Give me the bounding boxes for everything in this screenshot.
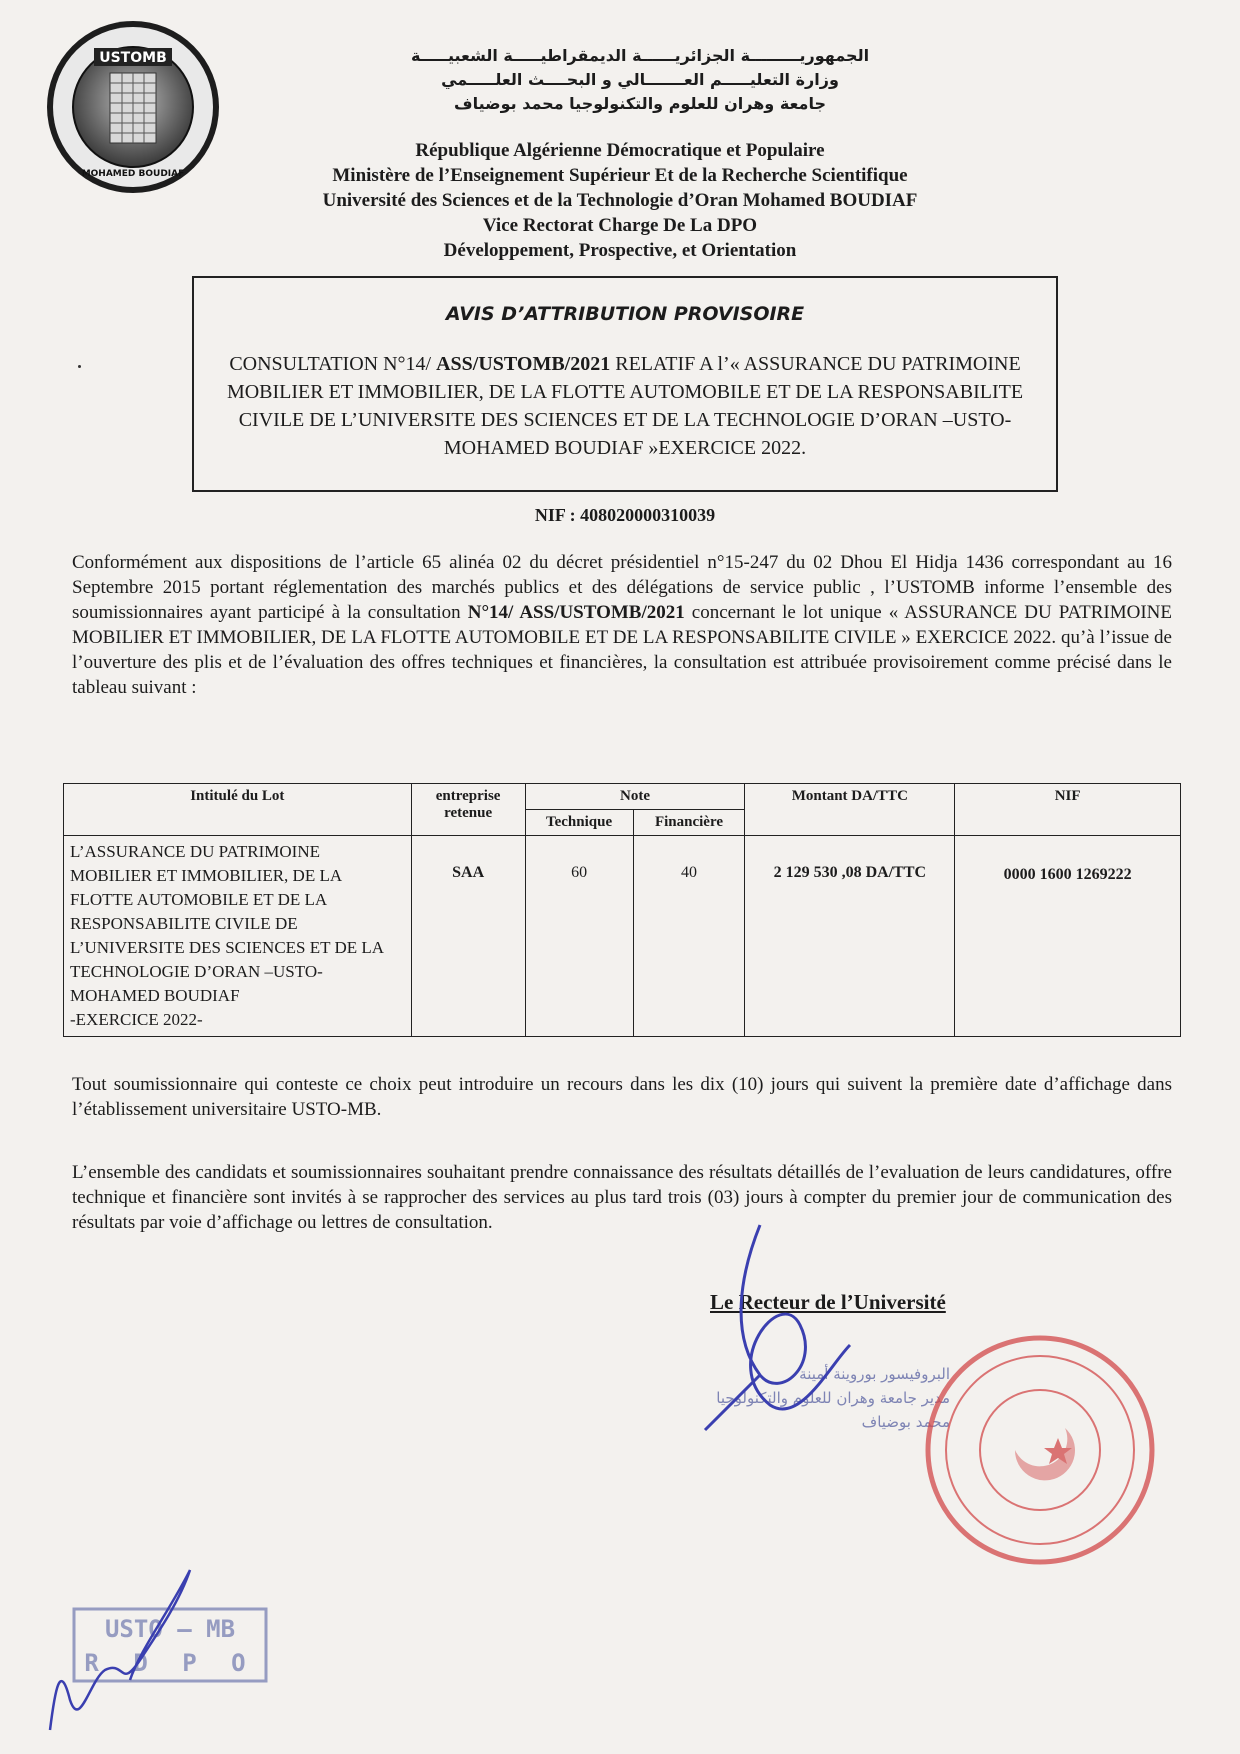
cell-technique: 60 <box>525 836 633 1037</box>
body-paragraph-2: Tout soumissionnaire qui conteste ce choix peut introduire un recours dans les dix (10) jours qui suivent la première date d’affichage dans l’établissement universitaire USTO-MB. <box>72 1074 1172 1120</box>
arabic-line-2: وزارة التعليـــــم العـــــــالي و البحــــث العلـــــمي <box>441 70 839 89</box>
cell-nif: 0000 1600 1269222 <box>955 836 1181 1037</box>
french-line-3: Université des Sciences et de la Technologie d’Oran Mohamed BOUDIAF <box>322 190 918 211</box>
avis-text <box>200 350 1050 462</box>
cell-lot <box>64 836 412 1037</box>
header-financiere: Financière <box>633 810 745 836</box>
header-entreprise: entreprise retenue <box>411 784 525 836</box>
header-lot: Intitulé du Lot <box>64 784 412 836</box>
avis-title: AVIS D’ATTRIBUTION PROVISOIRE <box>445 303 805 325</box>
cell-lot-exercice: -EXERCICE 2022- <box>70 1010 203 1029</box>
p1-text-b: concernant le lot unique « ASSURANCE DU PATRIMOINE MOBILIER ET IMMOBILIER, DE LA FLOTTE AUTOMOBILE ET DE LA RESPONSABILITE CIVILE » EXERCICE 2022. qu’à l’issue de l’ouverture des plis et de l’évaluation des offres techniques et financières, la consultation est attribuée provisoirement comme précisé dans le tableau suivant : <box>72 602 1173 698</box>
body-paragraph-1 <box>72 550 1172 700</box>
cell-financiere: 40 <box>633 836 745 1037</box>
avis-text-rest: RELATIF A l’« ASSURANCE DU PATRIMOINE MOBILIER ET IMMOBILIER, DE LA FLOTTE AUTOMOBILE ET DE LA RESPONSABILITE CIVILE DE L’UNIVERSITE DES SCIENCES ET DE LA TECHNOLOGIE D’ORAN –USTO- MOHAMED BOUDIAF »EXERCICE 2022. <box>226 353 1024 459</box>
arabic-line-3: جامعة وهران للعلوم والتكنولوجيا محمد بوضياف <box>454 94 826 113</box>
attribution-table <box>63 783 1181 1037</box>
seal-banner: USTOMB <box>99 50 167 66</box>
table-row <box>64 836 1181 1037</box>
red-stamp-icon <box>920 1330 1160 1570</box>
french-line-1: République Algérienne Démocratique et Populaire <box>415 140 825 161</box>
header-technique: Technique <box>525 810 633 836</box>
french-line-2: Ministère de l’Enseignement Supérieur Et de la Recherche Scientifique <box>332 165 908 186</box>
french-line-5: Développement, Prospective, et Orientation <box>443 240 797 261</box>
cell-entreprise: SAA <box>411 836 525 1037</box>
blue-stamp-line-2: مدير جامعة وهران للعلوم والتكنولوجيا <box>716 1389 950 1407</box>
nif-line: NIF : 408020000310039 <box>534 505 716 525</box>
arabic-header <box>330 44 950 116</box>
box-stamp-line-2: R D P O <box>84 1649 256 1677</box>
university-seal-icon <box>44 18 222 196</box>
initials-signature-icon <box>30 1560 210 1740</box>
header-nif: NIF <box>955 784 1181 836</box>
french-line-4: Vice Rectorat Charge De La DPO <box>482 215 758 236</box>
blue-stamp-line-3: محمد بوضياف <box>861 1413 950 1431</box>
cell-lot-text: L’ASSURANCE DU PATRIMOINE MOBILIER ET IMMOBILIER, DE LA FLOTTE AUTOMOBILE ET DE LA RESPONSABILITE CIVILE DE L’UNIVERSITE DES SCIENCES ET DE LA TECHNOLOGIE D’ORAN –USTO- MOHAMED BOUDIAF <box>70 842 384 1005</box>
p1-consultation-ref: N°14/ ASS/USTOMB/2021 <box>467 602 685 623</box>
header-montant: Montant DA/TTC <box>745 784 955 836</box>
p1-text-a: Conformément aux dispositions de l’article 65 alinéa 02 du décret présidentiel n°15-247 du 02 Dhou El Hidja 1436 correspondant au 16 Septembre 2015 portant réglementation des marchés publics et des délégations de service public , l’USTOMB informe l’ensemble des soumissionnaires ayant participé à la consultation <box>72 552 1172 623</box>
signature-title: Le Recteur de l’Université <box>710 1290 946 1314</box>
french-header <box>240 138 1000 263</box>
avis-text-prefix: CONSULTATION N°14/ <box>229 353 437 375</box>
blue-stamp-line-1: البروفيسور بوروينة أمينة <box>799 1365 950 1383</box>
avis-text-ref: ASS/USTOMB/2021 <box>436 353 611 375</box>
cell-montant: 2 129 530 ,08 DA/TTC <box>745 836 955 1037</box>
arabic-line-1: الجمهوريـــــــــة الجزائريــــــة الديمقراطيـــــة الشعبيـــــة <box>410 46 870 65</box>
seal-bottom: MOHAMED BOUDIAF <box>81 169 185 179</box>
body-paragraph-3: L’ensemble des candidats et soumissionnaires souhaitant prendre connaissance des résultats détaillés de l’evaluation de leurs candidatures, offre technique et financière sont invités à se rapprocher des services au plus tard trois (03) jours à compter du premier jour de communication des résultats par voie d’affichage ou lettres de consultation. <box>72 1162 1172 1233</box>
stray-dot <box>78 365 81 368</box>
header-note: Note <box>525 784 745 810</box>
box-stamp-line-1: USTO – MB <box>104 1615 236 1643</box>
rector-signature-icon <box>700 1215 870 1445</box>
